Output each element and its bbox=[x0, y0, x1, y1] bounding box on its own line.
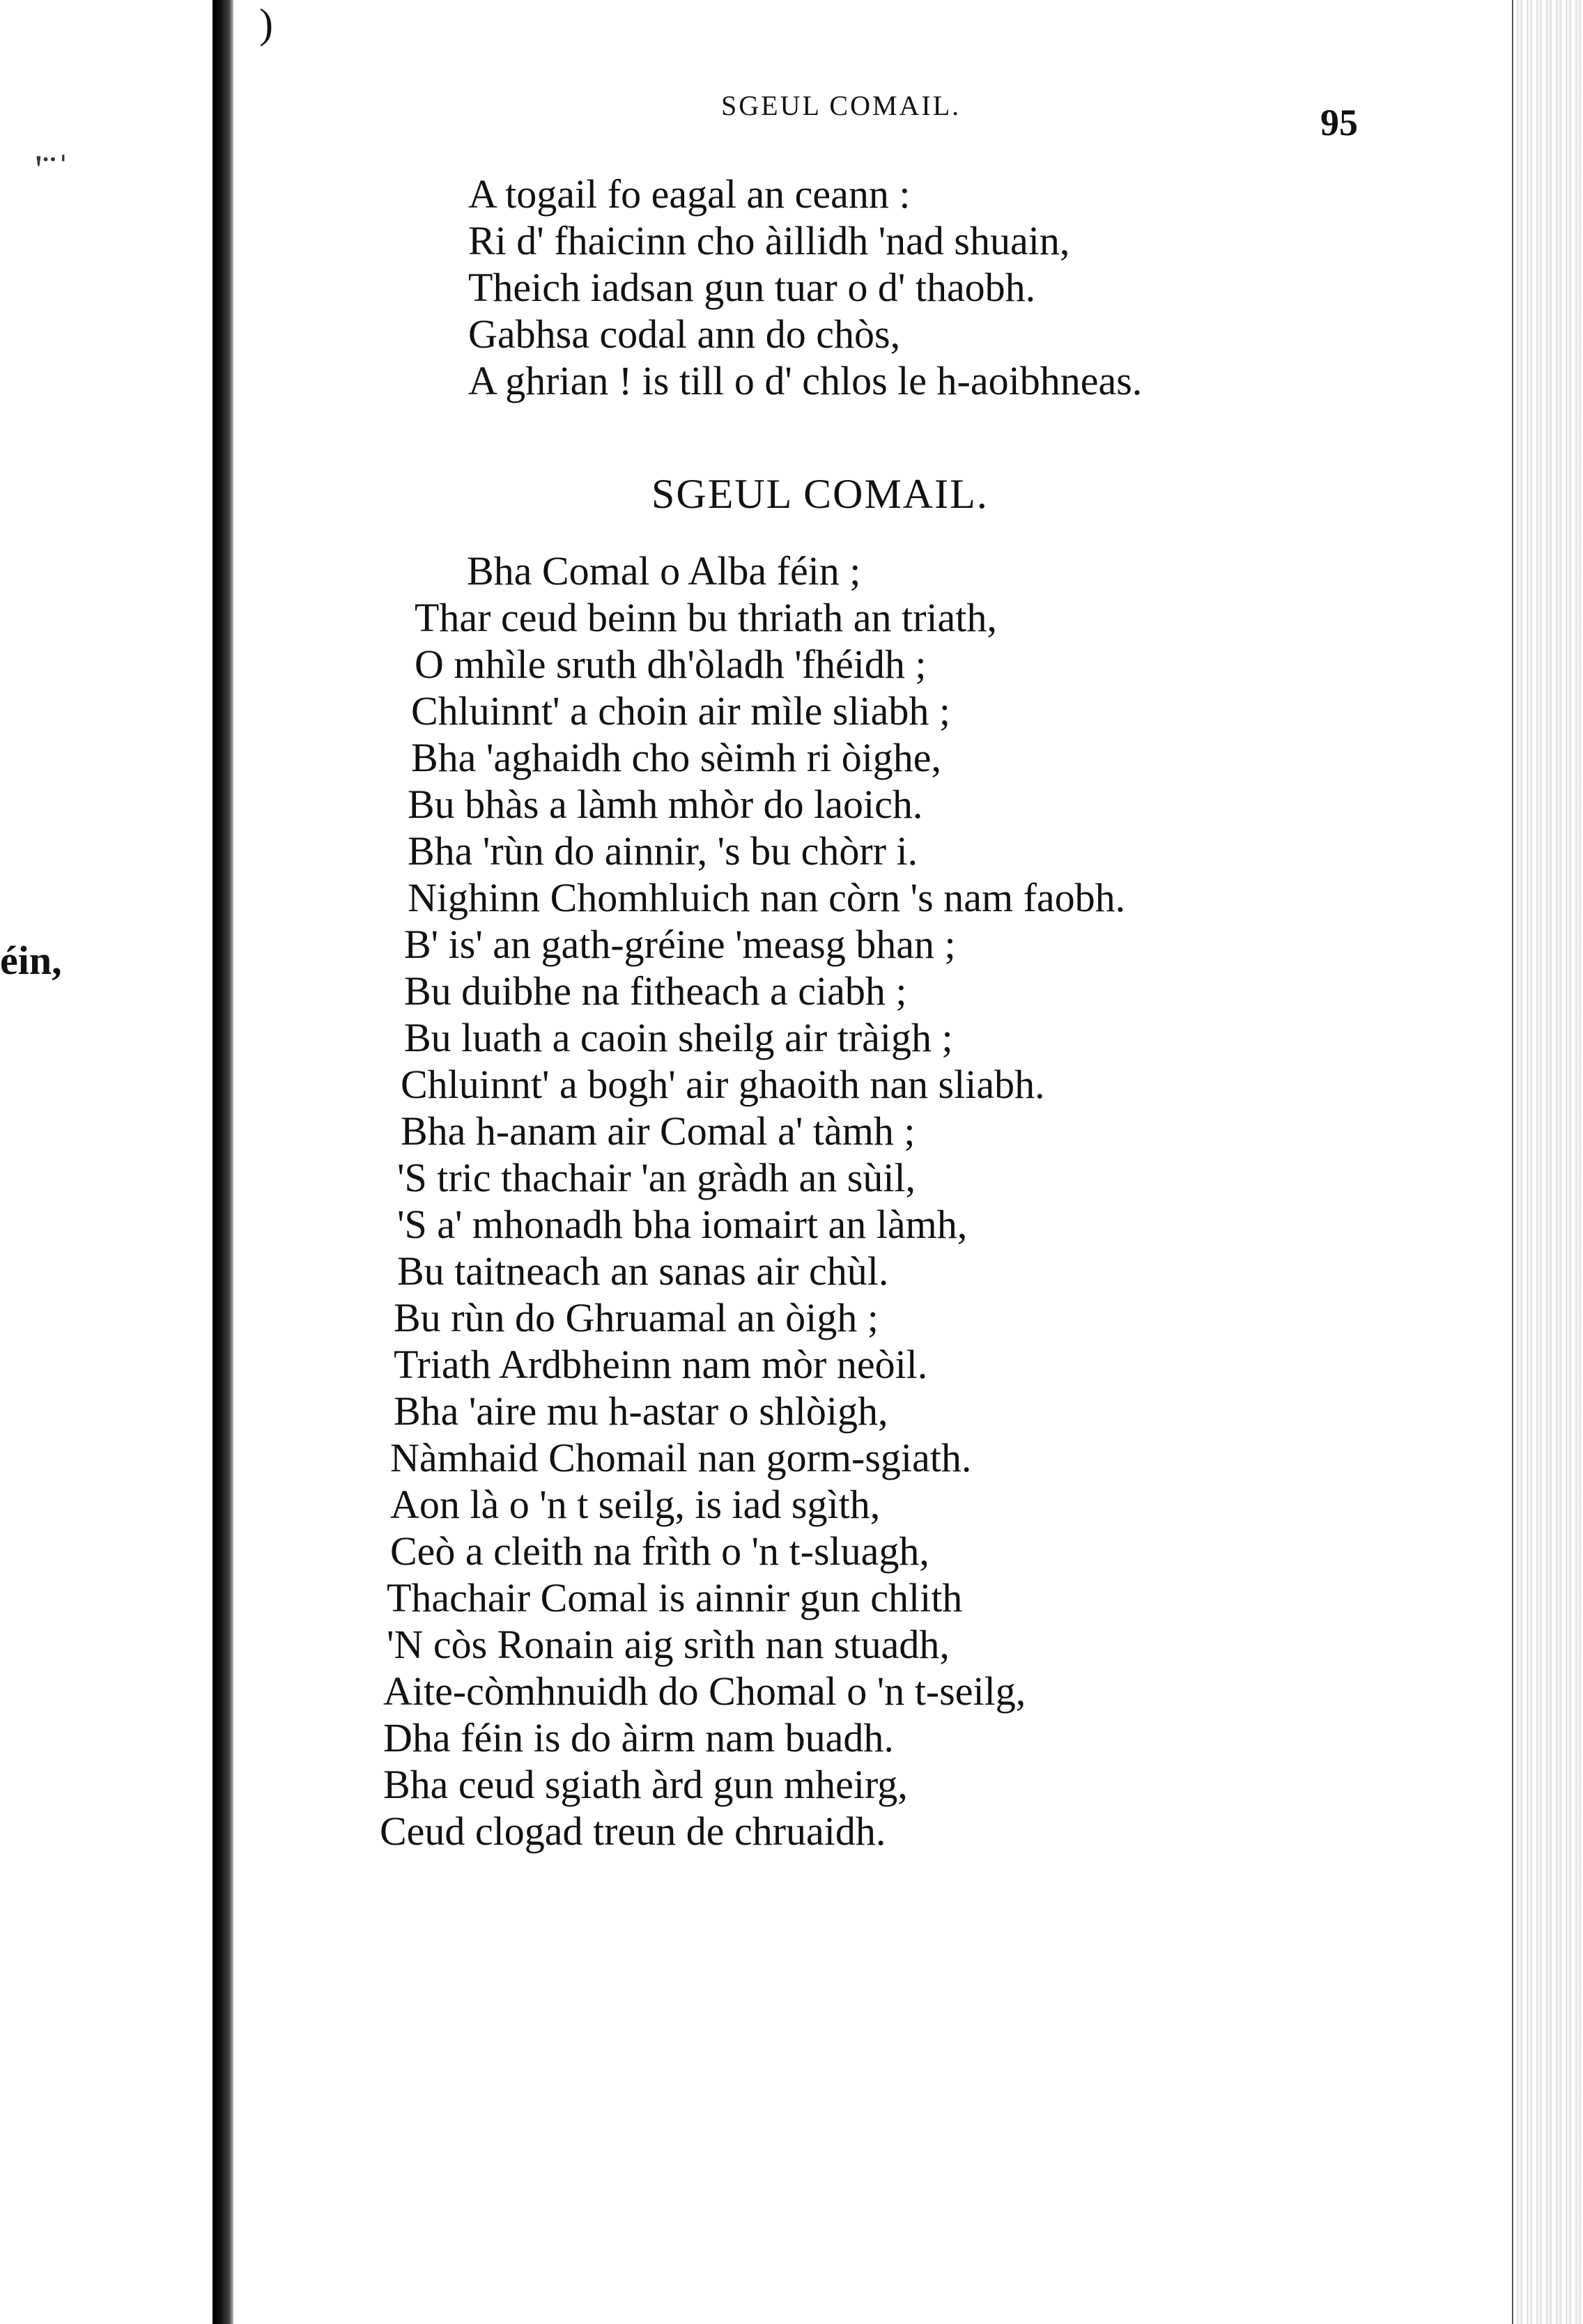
poem-line: Nàmhaid Chomail nan gorm-sgiath. bbox=[390, 1435, 972, 1480]
poem-line: Chluinnt' a choin air mìle sliabh ; bbox=[411, 688, 950, 734]
poem-line: Bu rùn do Ghruamal an òigh ; bbox=[394, 1295, 879, 1340]
poem-line: 'S a' mhonadh bha iomairt an làmh, bbox=[397, 1202, 968, 1247]
poem-line: 'N còs Ronain aig srìth nan stuadh, bbox=[387, 1622, 950, 1667]
page-number: 95 bbox=[1320, 102, 1358, 144]
page-edge bbox=[1512, 0, 1583, 2324]
book-gutter bbox=[213, 0, 233, 2324]
poem-line: B' is' an gath-gréine 'measg bhan ; bbox=[404, 922, 956, 967]
margin-mark: '¨ˈ bbox=[35, 147, 70, 193]
poem-line: Ceò a cleith na frìth o 'n t-sluagh, bbox=[390, 1528, 929, 1574]
poem-line: Bha 'rùn do ainnir, 's bu chòrr i. bbox=[408, 828, 918, 874]
verse-line: A togail fo eagal an ceann : bbox=[468, 171, 911, 217]
poem-line: Triath Ardbheinn nam mòr neòil. bbox=[394, 1342, 928, 1387]
poem-line: Thachair Comal is ainnir gun chlith bbox=[387, 1575, 963, 1620]
poem-line: Bha 'aire mu h-astar o shlòigh, bbox=[394, 1388, 888, 1434]
poem-line: 'S tric thachair 'an gràdh an sùil, bbox=[397, 1155, 916, 1200]
poem-line: Bha ceud sgiath àrd gun mheirg, bbox=[383, 1762, 908, 1807]
poem-line: Aite-còmhnuidh do Chomal o 'n t-seilg, bbox=[383, 1668, 1026, 1714]
poem-line: Ceud clogad treun de chruaidh. bbox=[380, 1808, 886, 1854]
verse-line: Gabhsa codal ann do chòs, bbox=[468, 311, 901, 357]
verse-line: Ri d' fhaicinn cho àillidh 'nad shuain, bbox=[468, 218, 1070, 263]
poem-line: Bu bhàs a làmh mhòr do laoich. bbox=[408, 782, 923, 827]
poem-line: Bha Comal o Alba féin ; bbox=[467, 548, 861, 594]
poem-line: Bha h-anam air Comal a' tàmh ; bbox=[401, 1108, 916, 1154]
poem-line: Aon là o 'n t seilg, is iad sgìth, bbox=[390, 1482, 881, 1527]
poem-line: Bu taitneach an sanas air chùl. bbox=[397, 1248, 889, 1294]
previous-page-text-fragment: éin, bbox=[0, 938, 62, 983]
poem-line: Nighinn Chomhluich nan còrn 's nam faobh. bbox=[408, 875, 1126, 920]
verse-line: Theich iadsan gun tuar o d' thaobh. bbox=[468, 265, 1036, 310]
poem-title: SGEUL COMAIL. bbox=[651, 471, 989, 517]
gutter-mark: ) bbox=[259, 1, 273, 47]
poem-line: Bu duibhe na fitheach a ciabh ; bbox=[404, 968, 907, 1014]
poem-line: Chluinnt' a bogh' air ghaoith nan sliabh. bbox=[401, 1062, 1045, 1107]
poem-line: Bha 'aghaidh cho sèimh ri òighe, bbox=[411, 735, 942, 780]
verse-line: A ghrian ! is till o d' chlos le h-aoibhneas. bbox=[468, 358, 1143, 403]
poem-line: Thar ceud beinn bu thriath an triath, bbox=[415, 595, 997, 640]
poem-line: Dha féin is do àirm nam buadh. bbox=[383, 1715, 894, 1760]
running-head: SGEUL COMAIL. bbox=[721, 90, 962, 121]
previous-page-sliver bbox=[0, 0, 213, 2324]
poem-line: O mhìle sruth dh'òladh 'fhéidh ; bbox=[415, 642, 927, 687]
poem-line: Bu luath a caoin sheilg air tràigh ; bbox=[404, 1015, 953, 1060]
